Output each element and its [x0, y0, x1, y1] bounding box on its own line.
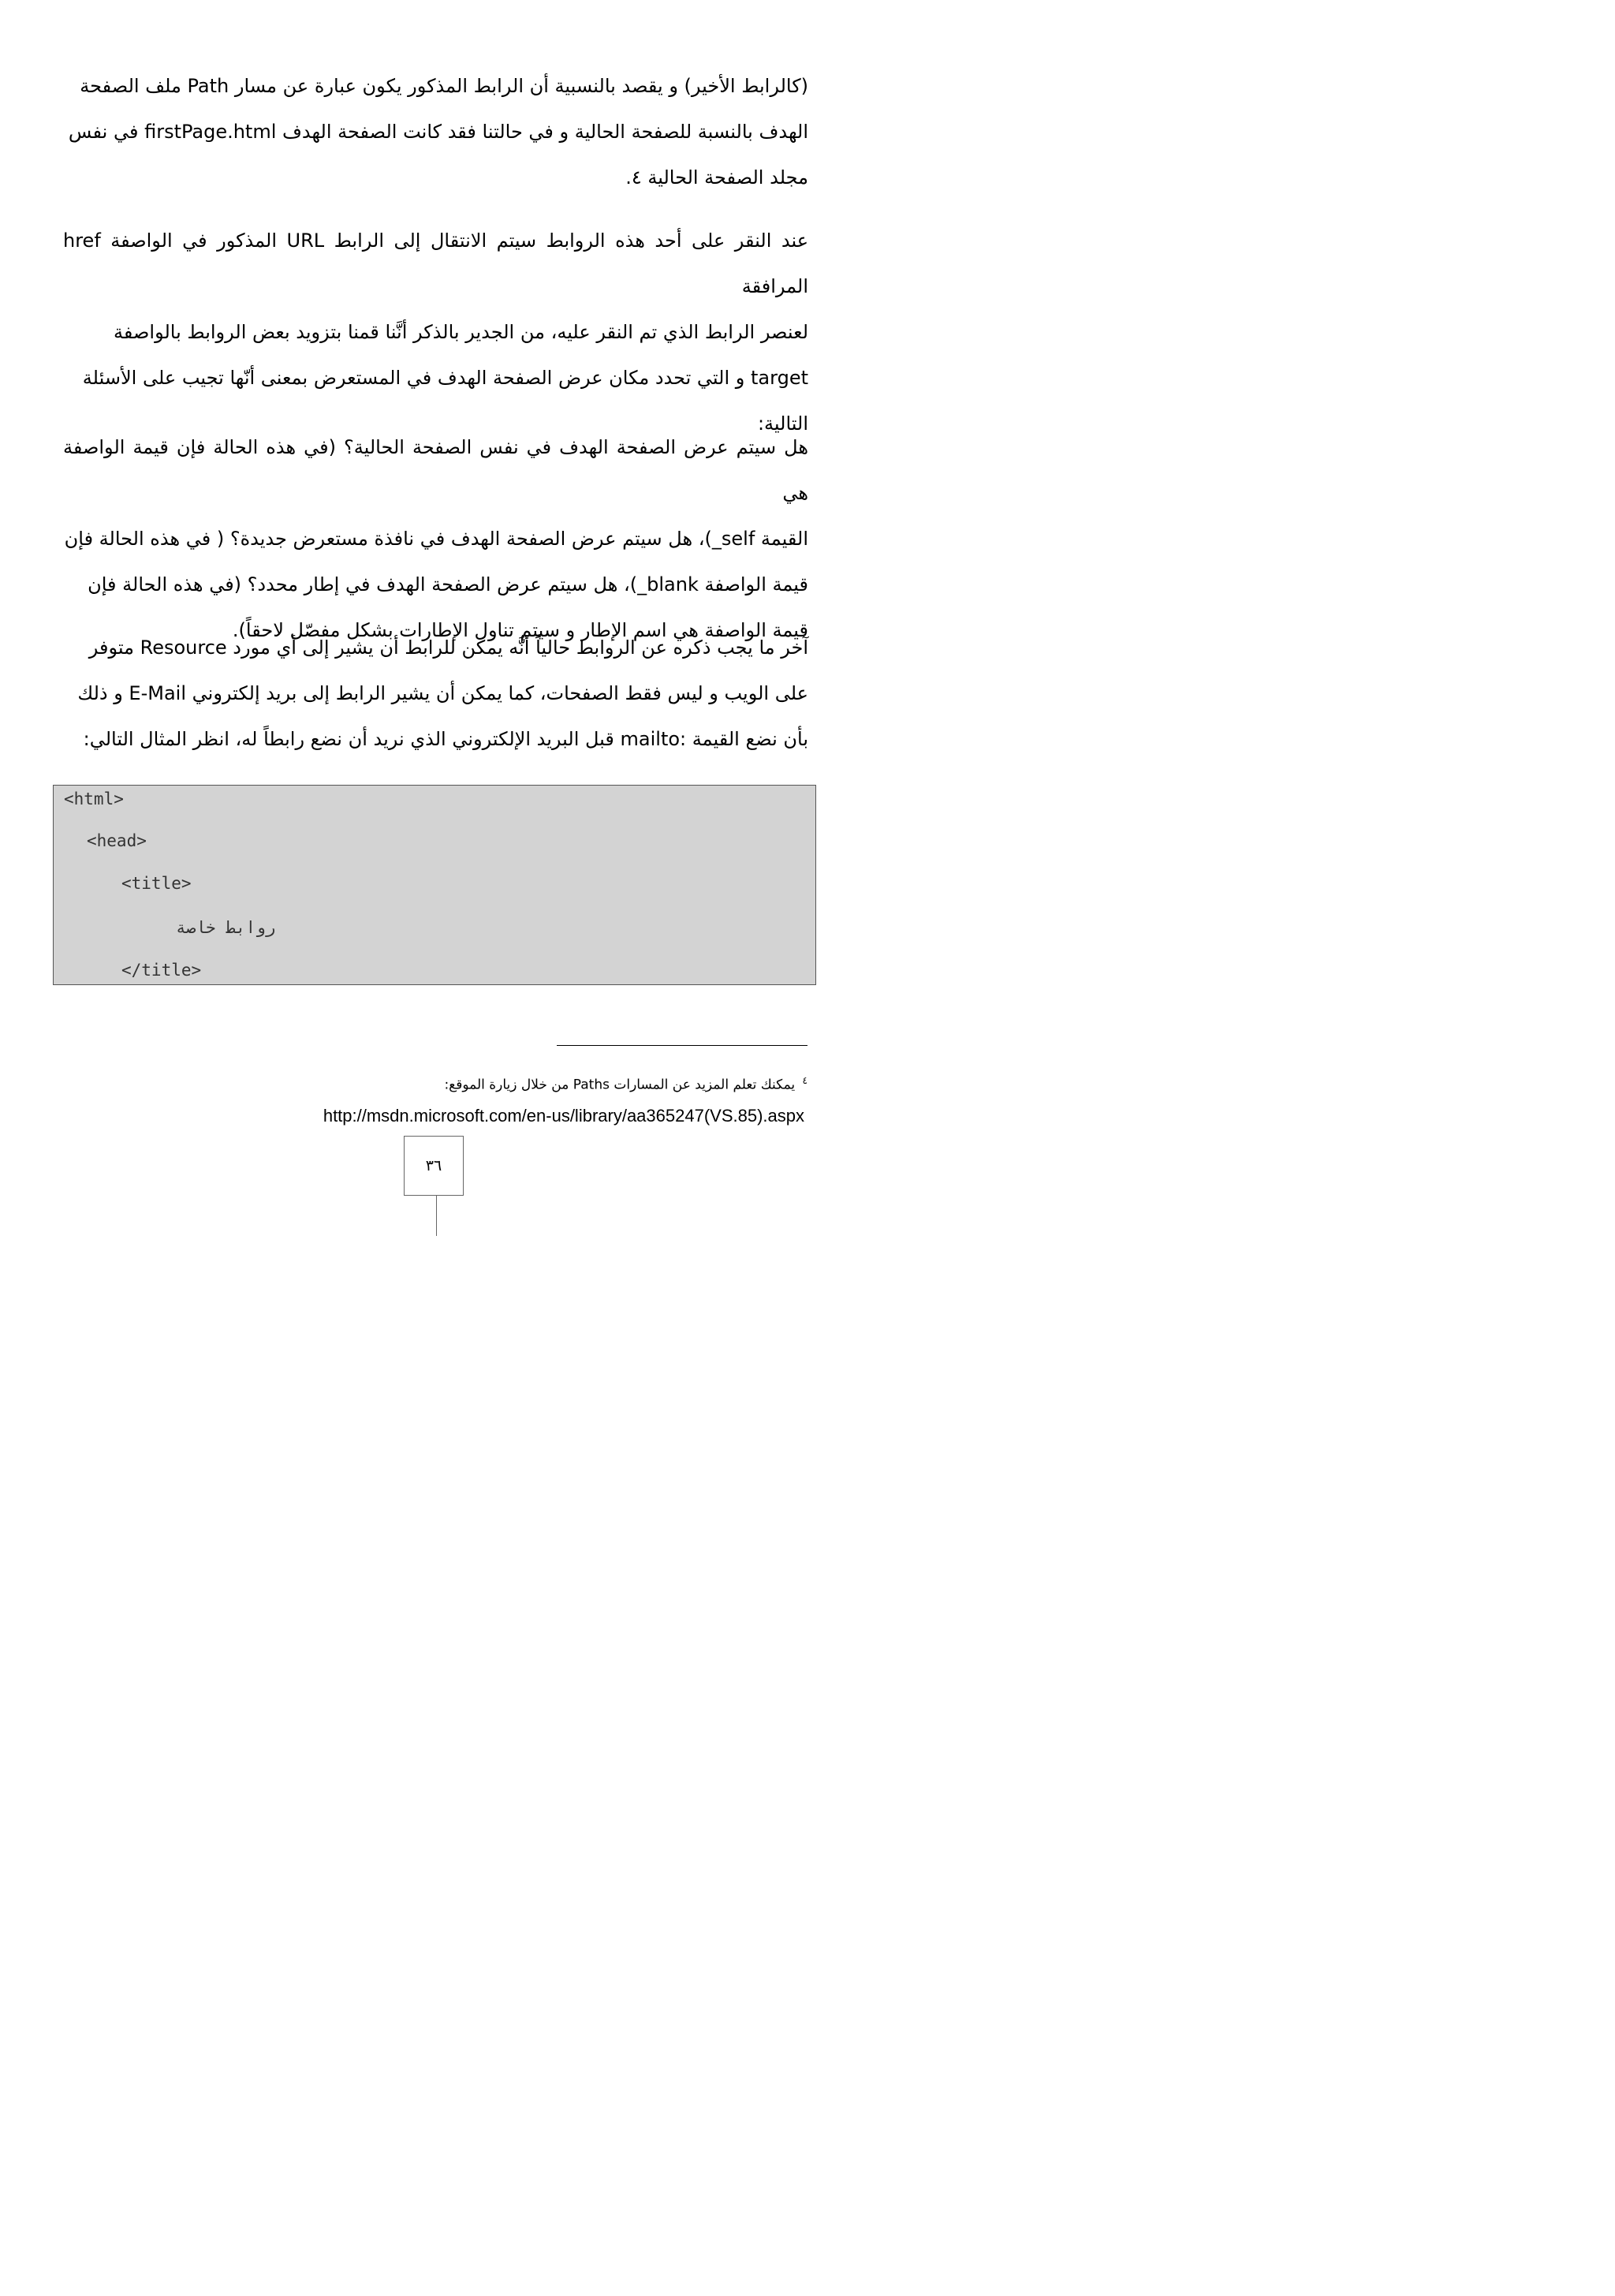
footnote-text: يمكنك تعلم المزيد عن المسارات Paths من خلال زيارة الموقع: — [444, 1077, 796, 1093]
text-line: target و التي تحدد مكان عرض الصفحة الهدف في المستعرض بمعنى أنّها تجيب على الأسئلة — [82, 367, 808, 389]
page-number: ٣٦ — [425, 1157, 442, 1174]
text-line: هل سيتم عرض الصفحة الهدف في نفس الصفحة الحالية؟ (في هذه الحالة فإن قيمة الواصفة هي — [63, 436, 808, 504]
paragraph-mailto — [63, 625, 808, 762]
text-line: قيمة الواصفة blank_)، هل سيتم عرض الصفحة الهدف في إطار محدد؟ (في هذه الحالة فإن — [88, 573, 808, 595]
text-line: على الويب و ليس فقط الصفحات، كما يمكن أن يشير الرابط إلى بريد إلكتروني E-Mail و ذلك — [77, 682, 808, 704]
text-line: بأن نضع القيمة :mailto قبل البريد الإلكتروني الذي نريد أن نضع رابطاً له، انظر المثال التالي: — [83, 728, 808, 750]
code-line: <title> — [121, 874, 192, 893]
paragraph-target-values — [63, 424, 808, 653]
footnote — [444, 1070, 808, 1096]
footnote-url: http://msdn.microsoft.com/en-us/library/aa365247(VS.85).aspx — [323, 1106, 804, 1126]
code-line: <html> — [64, 790, 124, 808]
paragraph-href-target — [63, 218, 808, 446]
code-line: روابط خاصة — [176, 918, 276, 937]
text-line: (كالرابط الأخير) و يقصد بالنسبية أن الرابط المذكور يكون عبارة عن مسار Path ملف الصفحة — [80, 75, 808, 97]
text-line: عند النقر على أحد هذه الروابط سيتم الانتقال إلى الرابط URL المذكور في الواصفة href المرافقة — [63, 230, 809, 297]
code-example-box — [53, 785, 816, 985]
footnote-separator — [557, 1045, 808, 1046]
page-number-stem — [436, 1196, 437, 1236]
text-line: آخر ما يجب ذكره عن الروابط حالياً أنَّه يمكن للرابط أن يشير إلى أي مورد Resource متوفر — [88, 637, 808, 659]
text-line: القيمة self_)، هل سيتم عرض الصفحة الهدف في نافذة مستعرض جديدة؟ ( في هذه الحالة فإن — [64, 528, 808, 550]
page-number-box — [404, 1136, 464, 1196]
text-line: الهدف بالنسبة للصفحة الحالية و في حالتنا فقد كانت الصفحة الهدف firstPage.html في نفس — [68, 121, 808, 143]
paragraph-relative-path — [63, 63, 808, 200]
text-line: لعنصر الرابط الذي تم النقر عليه، من الجدير بالذكر أنَّنا قمنا بتزويد بعض الروابط بالواصفة — [114, 321, 808, 343]
text-line: قيمة الواصفة هي اسم الإطار و سيتم تناول الإطارات بشكل مفصّل لاحقاً). — [232, 619, 808, 641]
footnote-mark: ٤ — [802, 1075, 808, 1086]
code-line: </title> — [121, 961, 202, 980]
text-line: التالية: — [757, 413, 808, 435]
text-line: مجلد الصفحة الحالية ٤. — [625, 166, 808, 189]
code-line: <head> — [87, 831, 147, 850]
